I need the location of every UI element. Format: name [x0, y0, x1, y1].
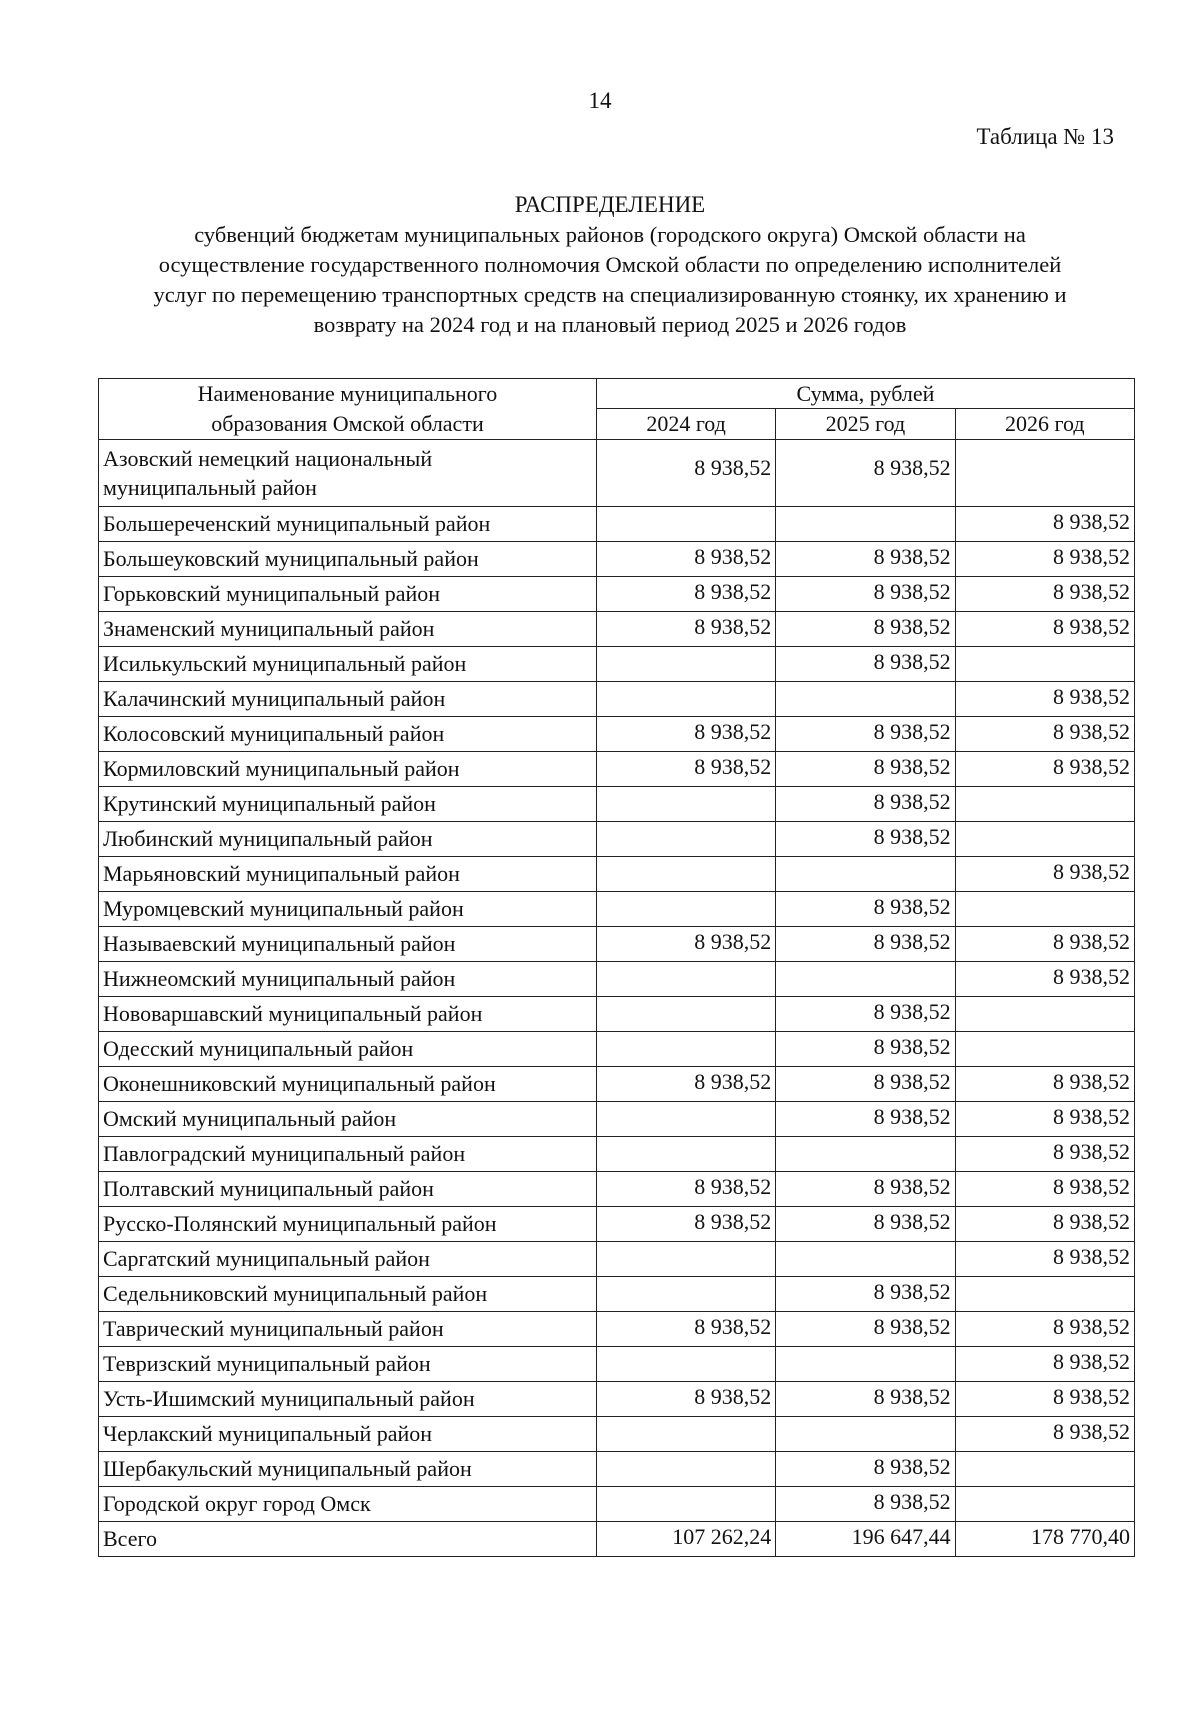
district-name: Черлакский муниципальный район	[99, 1417, 597, 1452]
amount-2024: 8 938,52	[596, 717, 775, 752]
amount-2025	[776, 507, 955, 542]
table-row	[99, 507, 1135, 542]
amount-2025	[776, 962, 955, 997]
table-row	[99, 1207, 1135, 1242]
district-name: Омский муниципальный район	[99, 1102, 597, 1137]
header-name-line: Наименование муниципального	[197, 381, 498, 406]
table-row	[99, 1452, 1135, 1487]
page-number: 14	[588, 88, 612, 113]
table-row	[99, 1032, 1135, 1067]
table-row	[99, 857, 1135, 892]
amount-2024	[596, 1032, 775, 1067]
amount-2024	[596, 1347, 775, 1382]
table-row	[99, 1067, 1135, 1102]
amount-2024: 8 938,52	[596, 1067, 775, 1102]
district-name-line: муниципальный район	[103, 475, 317, 500]
amount-2025	[776, 1347, 955, 1382]
table-row	[99, 892, 1135, 927]
amount-2024: 8 938,52	[596, 1312, 775, 1347]
district-name: Знаменский муниципальный район	[99, 612, 597, 647]
amount-2026: 8 938,52	[955, 1417, 1134, 1452]
amount-2025: 8 938,52	[776, 1277, 955, 1312]
amount-2025: 8 938,52	[776, 612, 955, 647]
amount-2026: 8 938,52	[955, 1067, 1134, 1102]
amount-2026	[955, 997, 1134, 1032]
amount-2026	[955, 440, 1134, 507]
amount-2025: 8 938,52	[776, 997, 955, 1032]
district-name: Нововаршавский муниципальный район	[99, 997, 597, 1032]
amount-2026	[955, 1487, 1134, 1522]
amount-2024	[596, 857, 775, 892]
amount-2026: 8 938,52	[955, 1137, 1134, 1172]
amount-2024	[596, 962, 775, 997]
amount-2024: 8 938,52	[596, 612, 775, 647]
document-heading	[90, 190, 1130, 340]
amount-2024	[596, 682, 775, 717]
table-row	[99, 1347, 1135, 1382]
amount-2026	[955, 1277, 1134, 1312]
amount-2024	[596, 1137, 775, 1172]
table-row	[99, 997, 1135, 1032]
amount-2026: 8 938,52	[955, 542, 1134, 577]
amount-2024: 8 938,52	[596, 1382, 775, 1417]
table-body	[99, 440, 1135, 1522]
table-row	[99, 717, 1135, 752]
district-name: Саргатский муниципальный район	[99, 1242, 597, 1277]
amount-2025: 8 938,52	[776, 927, 955, 962]
amount-2024: 8 938,52	[596, 752, 775, 787]
amount-2026	[955, 822, 1134, 857]
district-name: Любинский муниципальный район	[99, 822, 597, 857]
district-name-line: Азовский немецкий национальный	[103, 446, 433, 471]
amount-2026	[955, 892, 1134, 927]
header-year-2026: 2026 год	[955, 409, 1134, 440]
amount-2024	[596, 1417, 775, 1452]
table-row	[99, 1102, 1135, 1137]
amount-2025: 8 938,52	[776, 1487, 955, 1522]
table-row	[99, 1242, 1135, 1277]
amount-2026: 8 938,52	[955, 1312, 1134, 1347]
total-2024: 107 262,24	[596, 1522, 775, 1557]
table-row	[99, 647, 1135, 682]
amount-2024	[596, 1102, 775, 1137]
amount-2026: 8 938,52	[955, 717, 1134, 752]
heading-title: РАСПРЕДЕЛЕНИЕ	[514, 192, 706, 217]
district-name: Калачинский муниципальный район	[99, 682, 597, 717]
amount-2024	[596, 1242, 775, 1277]
amount-2025: 8 938,52	[776, 1452, 955, 1487]
table-row	[99, 577, 1135, 612]
table-row	[99, 822, 1135, 857]
amount-2025: 8 938,52	[776, 1067, 955, 1102]
total-label: Всего	[99, 1522, 597, 1557]
table-row	[99, 962, 1135, 997]
amount-2026	[955, 787, 1134, 822]
amount-2025: 8 938,52	[776, 822, 955, 857]
amount-2024: 8 938,52	[596, 927, 775, 962]
amount-2024	[596, 892, 775, 927]
total-row	[99, 1522, 1135, 1557]
table-row	[99, 1137, 1135, 1172]
amount-2024	[596, 647, 775, 682]
amount-2026	[955, 1032, 1134, 1067]
district-name: Оконешниковский муниципальный район	[99, 1067, 597, 1102]
amount-2025: 8 938,52	[776, 1382, 955, 1417]
amount-2025: 8 938,52	[776, 577, 955, 612]
heading-line: осуществление государственного полномочия Омской области по определению исполнителей	[158, 252, 1062, 277]
amount-2025: 8 938,52	[776, 1207, 955, 1242]
amount-2026: 8 938,52	[955, 962, 1134, 997]
amount-2025: 8 938,52	[776, 892, 955, 927]
amount-2026: 8 938,52	[955, 1172, 1134, 1207]
amount-2025: 8 938,52	[776, 647, 955, 682]
district-name: Русско-Полянский муниципальный район	[99, 1207, 597, 1242]
distribution-table	[98, 378, 1135, 1557]
amount-2026: 8 938,52	[955, 612, 1134, 647]
district-name: Большеуковский муниципальный район	[99, 542, 597, 577]
table-label: Таблица № 13	[976, 124, 1114, 149]
amount-2026: 8 938,52	[955, 577, 1134, 612]
table-row	[99, 1277, 1135, 1312]
district-name: Большереченский муниципальный район	[99, 507, 597, 542]
amount-2025	[776, 1417, 955, 1452]
district-name: Городской округ город Омск	[99, 1487, 597, 1522]
amount-2025: 8 938,52	[776, 1172, 955, 1207]
table-row	[99, 1312, 1135, 1347]
district-name: Усть-Ишимский муниципальный район	[99, 1382, 597, 1417]
header-name	[99, 379, 597, 440]
amount-2026: 8 938,52	[955, 1102, 1134, 1137]
district-name: Кормиловский муниципальный район	[99, 752, 597, 787]
amount-2025: 8 938,52	[776, 1032, 955, 1067]
amount-2025: 8 938,52	[776, 440, 955, 507]
table-row	[99, 752, 1135, 787]
amount-2025: 8 938,52	[776, 1312, 955, 1347]
district-name: Колосовский муниципальный район	[99, 717, 597, 752]
amount-2024	[596, 997, 775, 1032]
table-row	[99, 1382, 1135, 1417]
header-year-2025: 2025 год	[776, 409, 955, 440]
table-row	[99, 542, 1135, 577]
table-row	[99, 1487, 1135, 1522]
district-name: Исилькульский муниципальный район	[99, 647, 597, 682]
amount-2025	[776, 1242, 955, 1277]
heading-line: субвенций бюджетам муниципальных районов (городского округа) Омской области на	[194, 222, 1026, 247]
district-name: Тевризский муниципальный район	[99, 1347, 597, 1382]
amount-2025	[776, 682, 955, 717]
amount-2025	[776, 1137, 955, 1172]
district-name: Седельниковский муниципальный район	[99, 1277, 597, 1312]
district-name: Павлоградский муниципальный район	[99, 1137, 597, 1172]
header-year-2024: 2024 год	[596, 409, 775, 440]
district-name: Горьковский муниципальный район	[99, 577, 597, 612]
header-name-line: образования Омской области	[211, 411, 484, 436]
amount-2026: 8 938,52	[955, 857, 1134, 892]
amount-2024	[596, 787, 775, 822]
amount-2026: 8 938,52	[955, 1242, 1134, 1277]
amount-2024	[596, 507, 775, 542]
district-name: Нижнеомский муниципальный район	[99, 962, 597, 997]
amount-2026: 8 938,52	[955, 682, 1134, 717]
amount-2025: 8 938,52	[776, 542, 955, 577]
amount-2024	[596, 1452, 775, 1487]
amount-2026: 8 938,52	[955, 1207, 1134, 1242]
district-name: Называевский муниципальный район	[99, 927, 597, 962]
amount-2024: 8 938,52	[596, 542, 775, 577]
table-row	[99, 787, 1135, 822]
total-2026: 178 770,40	[955, 1522, 1134, 1557]
amount-2024: 8 938,52	[596, 440, 775, 507]
table-row	[99, 440, 1135, 507]
table-row	[99, 1172, 1135, 1207]
amount-2026: 8 938,52	[955, 1382, 1134, 1417]
heading-line: возврату на 2024 год и на плановый период 2025 и 2026 годов	[313, 312, 907, 337]
amount-2026	[955, 647, 1134, 682]
amount-2024	[596, 1487, 775, 1522]
amount-2025: 8 938,52	[776, 1102, 955, 1137]
district-name: Одесский муниципальный район	[99, 1032, 597, 1067]
amount-2026	[955, 1452, 1134, 1487]
district-name: Крутинский муниципальный район	[99, 787, 597, 822]
header-sum: Сумма, рублей	[596, 379, 1134, 409]
amount-2025	[776, 857, 955, 892]
heading-line: услуг по перемещению транспортных средств на специализированную стоянку, их хранению и	[153, 282, 1067, 307]
amount-2025: 8 938,52	[776, 752, 955, 787]
amount-2024: 8 938,52	[596, 577, 775, 612]
amount-2024: 8 938,52	[596, 1207, 775, 1242]
table-row	[99, 612, 1135, 647]
amount-2026: 8 938,52	[955, 507, 1134, 542]
amount-2024	[596, 1277, 775, 1312]
district-name	[99, 440, 597, 507]
amount-2025: 8 938,52	[776, 717, 955, 752]
amount-2024: 8 938,52	[596, 1172, 775, 1207]
district-name: Муромцевский муниципальный район	[99, 892, 597, 927]
amount-2025: 8 938,52	[776, 787, 955, 822]
total-2025: 196 647,44	[776, 1522, 955, 1557]
district-name: Таврический муниципальный район	[99, 1312, 597, 1347]
table-row	[99, 1417, 1135, 1452]
amount-2026: 8 938,52	[955, 752, 1134, 787]
amount-2024	[596, 822, 775, 857]
district-name: Полтавский муниципальный район	[99, 1172, 597, 1207]
amount-2026: 8 938,52	[955, 1347, 1134, 1382]
district-name: Марьяновский муниципальный район	[99, 857, 597, 892]
district-name: Шербакульский муниципальный район	[99, 1452, 597, 1487]
table-row	[99, 927, 1135, 962]
table-row	[99, 682, 1135, 717]
amount-2026: 8 938,52	[955, 927, 1134, 962]
